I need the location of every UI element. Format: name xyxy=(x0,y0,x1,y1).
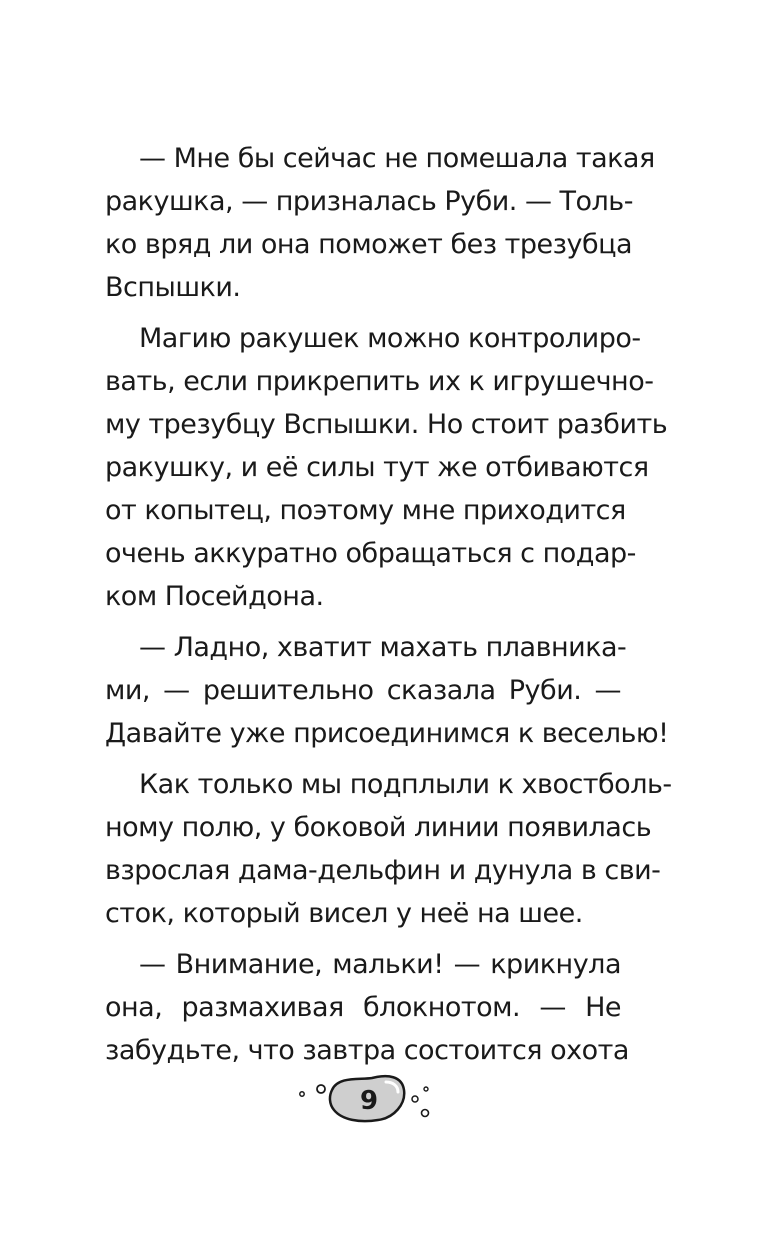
text-line: забудьте, что завтра состоится охота xyxy=(105,1035,629,1066)
paragraph-gap xyxy=(105,935,621,943)
bubble-icon xyxy=(424,1087,428,1091)
text-line: ком Посейдона. xyxy=(105,581,324,612)
text-line: сток, который висел у неё на шее. xyxy=(105,898,583,929)
paragraph-gap xyxy=(105,618,621,626)
paragraph-gap xyxy=(105,309,621,317)
text-line: му трезубцу Вспышки. Но стоит разбить xyxy=(105,409,668,440)
text-line: Магию ракушек можно контролиро- xyxy=(139,323,641,354)
bubble-icon xyxy=(317,1085,325,1093)
text-line: ракушка, — призналась Руби. — Толь- xyxy=(105,186,633,217)
body-text xyxy=(105,137,672,1072)
text-line: она, размахивая блокнотом. — Не xyxy=(105,992,621,1023)
text-line: Давайте уже присоединимся к веселью! xyxy=(105,718,669,749)
bubble-icon xyxy=(412,1096,418,1102)
bubble-icon xyxy=(422,1110,429,1117)
text-line: ми, — решительно сказала Руби. — xyxy=(105,675,621,706)
text-line: вать, если прикрепить их к игрушечно- xyxy=(105,366,654,397)
paragraph-gap xyxy=(105,755,621,763)
text-line: — Внимание, мальки! — крикнула xyxy=(139,949,621,980)
text-line: Вспышки. xyxy=(105,272,241,303)
text-line: от копытец, поэтому мне приходится xyxy=(105,495,626,526)
text-line: Как только мы подплыли к хвостболь- xyxy=(139,769,672,800)
text-line: очень аккуратно обращаться с подар- xyxy=(105,538,636,569)
text-line: ракушку, и её силы тут же отбиваются xyxy=(105,452,649,483)
text-line: — Мне бы сейчас не помешала такая xyxy=(139,143,655,174)
text-line: ко вряд ли она поможет без трезубца xyxy=(105,229,633,260)
page-number: 9 xyxy=(359,1086,379,1116)
text-line: — Ладно, хватит махать плавника- xyxy=(139,632,627,663)
bubble-icon xyxy=(300,1092,304,1096)
text-line: взрослая дама-дельфин и дунула в сви- xyxy=(105,855,661,886)
text-line: ному полю, у боковой линии появилась xyxy=(105,812,652,843)
